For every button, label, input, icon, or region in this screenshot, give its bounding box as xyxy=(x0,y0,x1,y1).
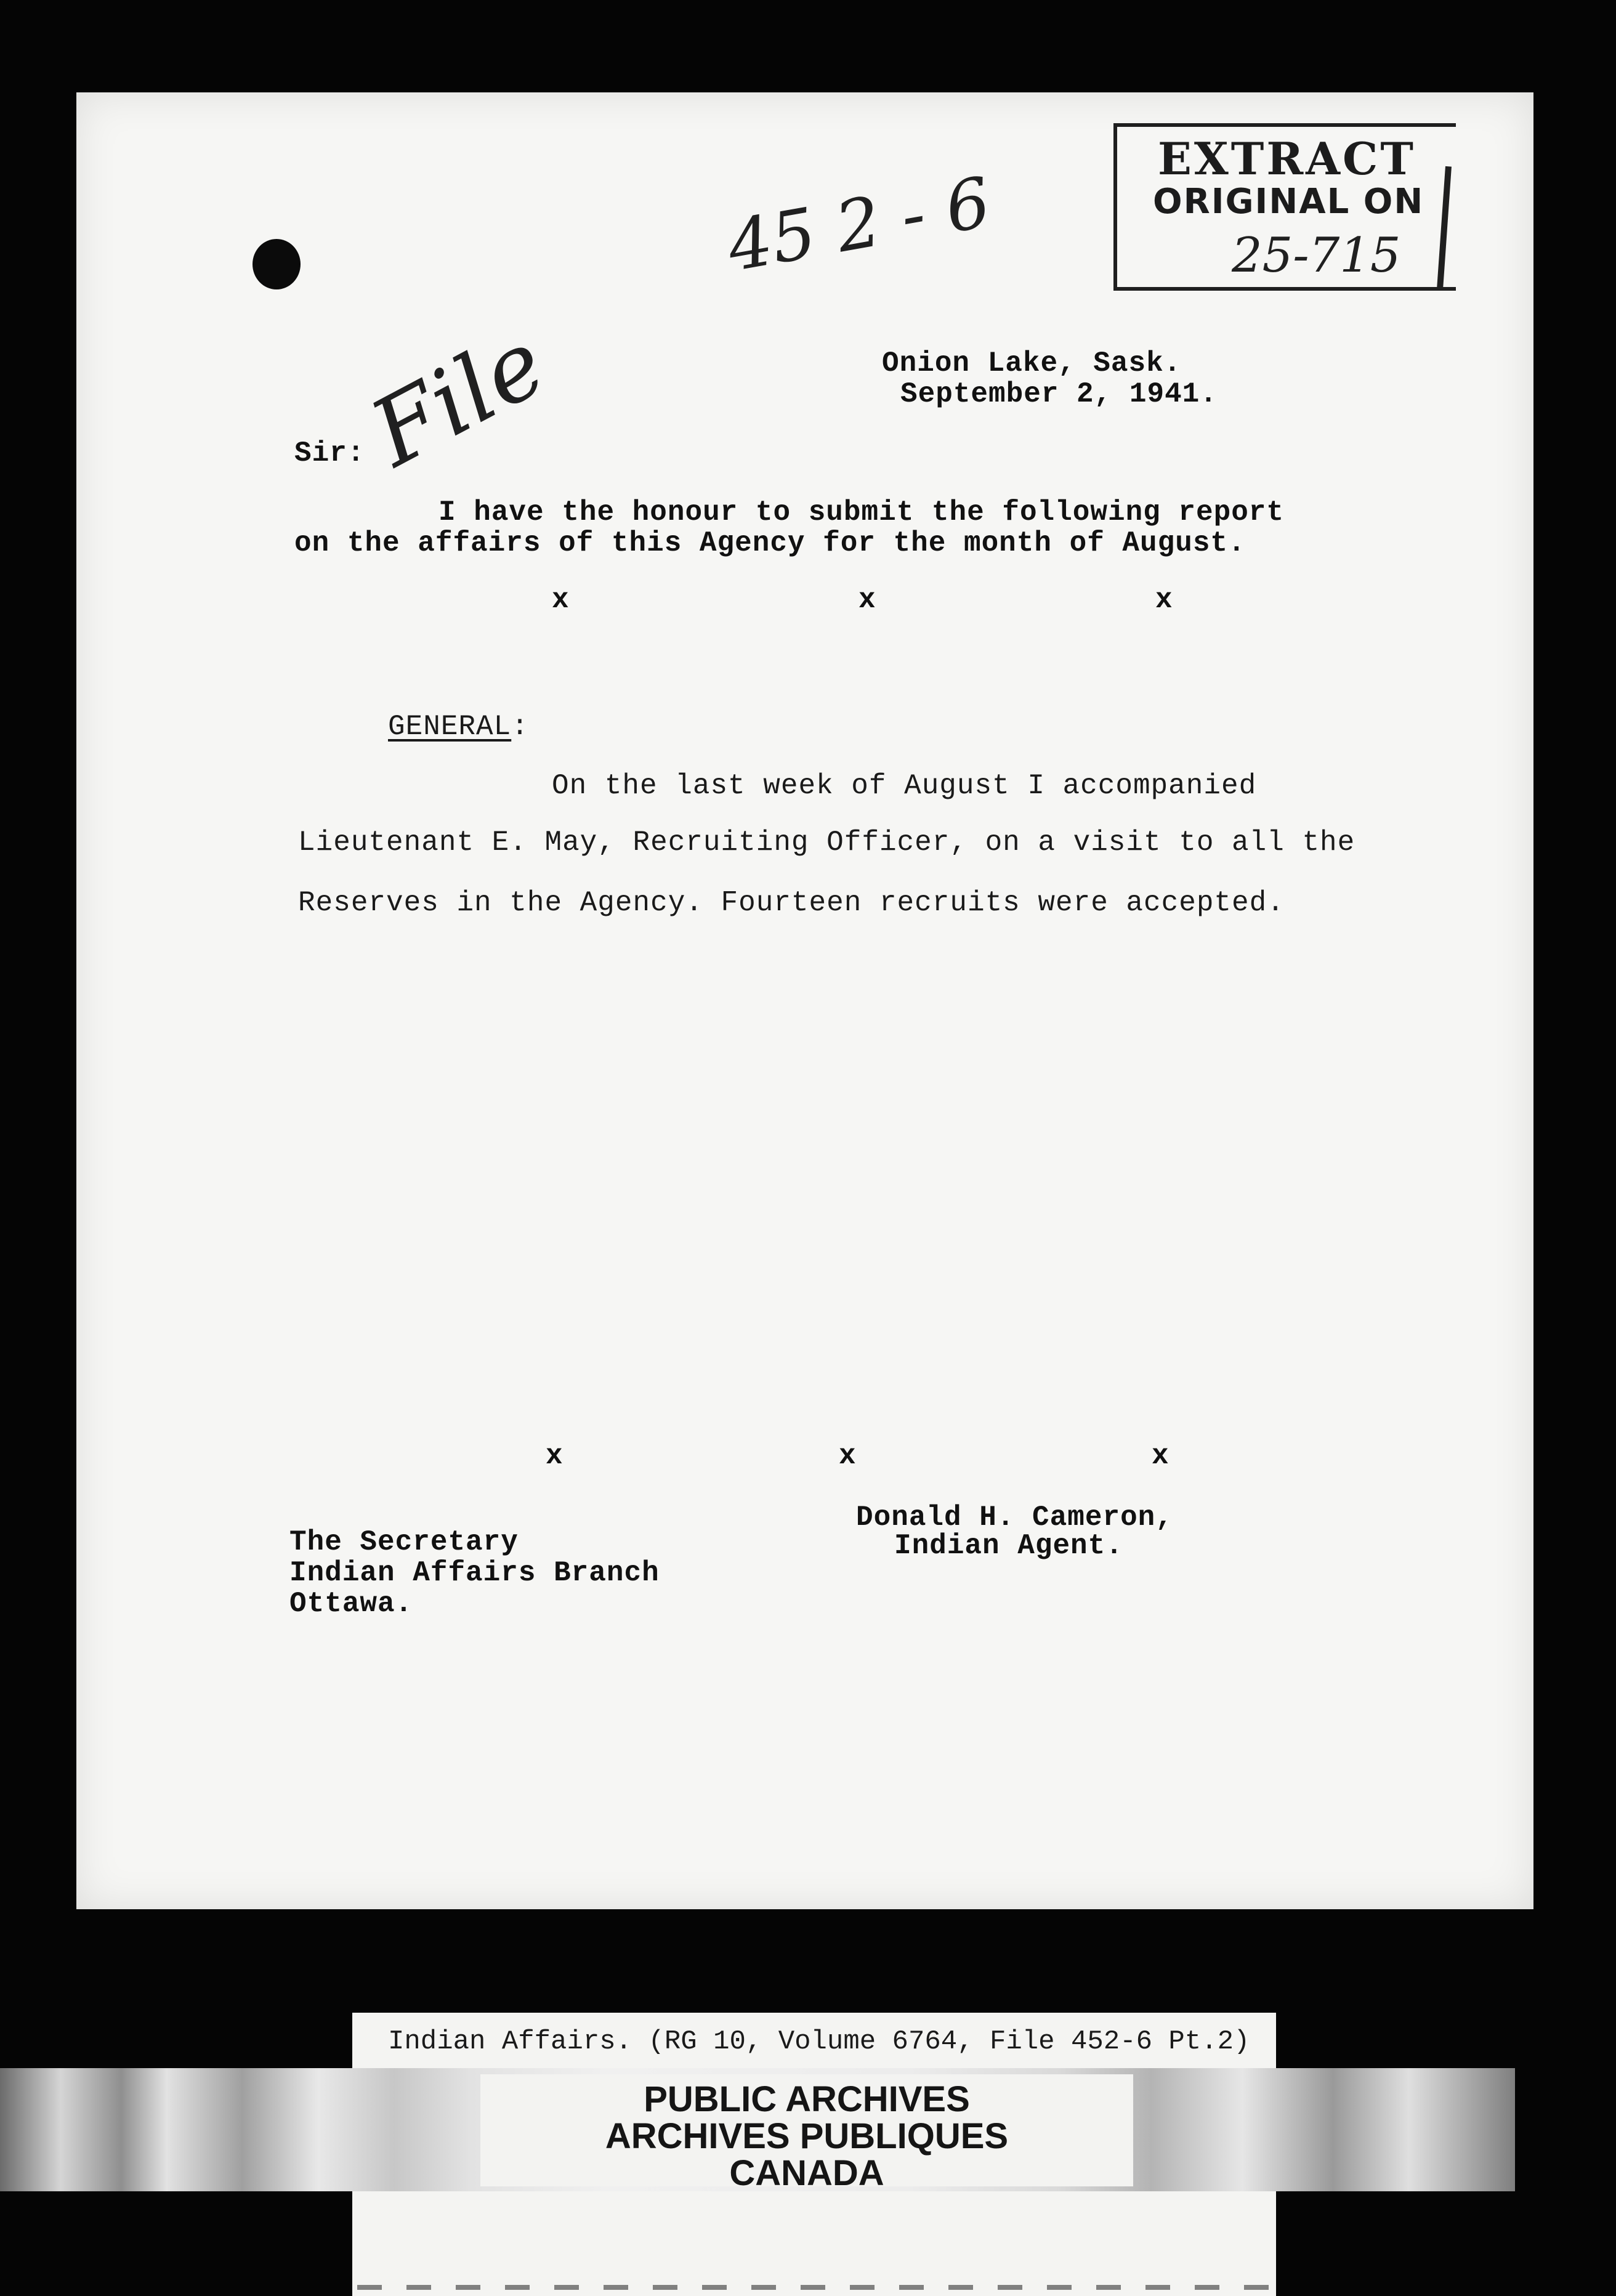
body-line-3: Reserves in the Agency. Fourteen recruits were accepted. xyxy=(298,887,1285,919)
body-line-2: Lieutenant E. May, Recruiting Officer, on a visit to all the xyxy=(298,827,1355,859)
section-heading-colon: : xyxy=(511,711,529,743)
letter-date: September 2, 1941. xyxy=(900,378,1218,410)
ink-blot xyxy=(252,239,301,289)
archive-name-english: PUBLIC ARCHIVES xyxy=(644,2079,970,2119)
stamp-file-number: 25-715 xyxy=(1232,228,1401,283)
section-separator: x xyxy=(552,584,570,616)
handwritten-file-number: 45 2 - 6 xyxy=(721,162,996,288)
addressee-line-3: Ottawa. xyxy=(289,1588,413,1620)
stamp-original-label: ORIGINAL ON xyxy=(1153,182,1424,222)
closing-separator: x xyxy=(546,1440,564,1472)
addressee-line-2: Indian Affairs Branch xyxy=(289,1557,660,1589)
archive-country: CANADA xyxy=(729,2153,884,2193)
intro-line-2: on the affairs of this Agency for the month of August. xyxy=(294,527,1246,559)
document-page xyxy=(76,92,1533,1909)
signature-name: Donald H. Cameron, xyxy=(856,1502,1173,1534)
section-separator: x xyxy=(858,584,876,616)
archive-reference: Indian Affairs. (RG 10, Volume 6764, File 452-6 Pt.2) xyxy=(388,2026,1250,2057)
closing-separator: x xyxy=(1152,1440,1170,1472)
handwritten-file-note: File xyxy=(355,309,562,488)
card-bottom-rule xyxy=(357,2285,1269,2290)
salutation: Sir: xyxy=(294,437,365,469)
stamp-extract-label: EXTRACT xyxy=(1158,132,1416,185)
section-heading-text: GENERAL xyxy=(388,711,512,743)
signature-title: Indian Agent. xyxy=(894,1530,1123,1562)
intro-line-1: I have the honour to submit the following report xyxy=(438,496,1285,528)
addressee-line-1: The Secretary xyxy=(289,1526,519,1558)
section-heading xyxy=(388,712,529,742)
closing-separator: x xyxy=(839,1440,857,1472)
body-line-1: On the last week of August I accompanied xyxy=(552,770,1257,802)
letter-place: Onion Lake, Sask. xyxy=(882,347,1182,379)
section-separator: x xyxy=(1155,584,1173,616)
archive-name-french: ARCHIVES PUBLIQUES xyxy=(605,2116,1009,2156)
